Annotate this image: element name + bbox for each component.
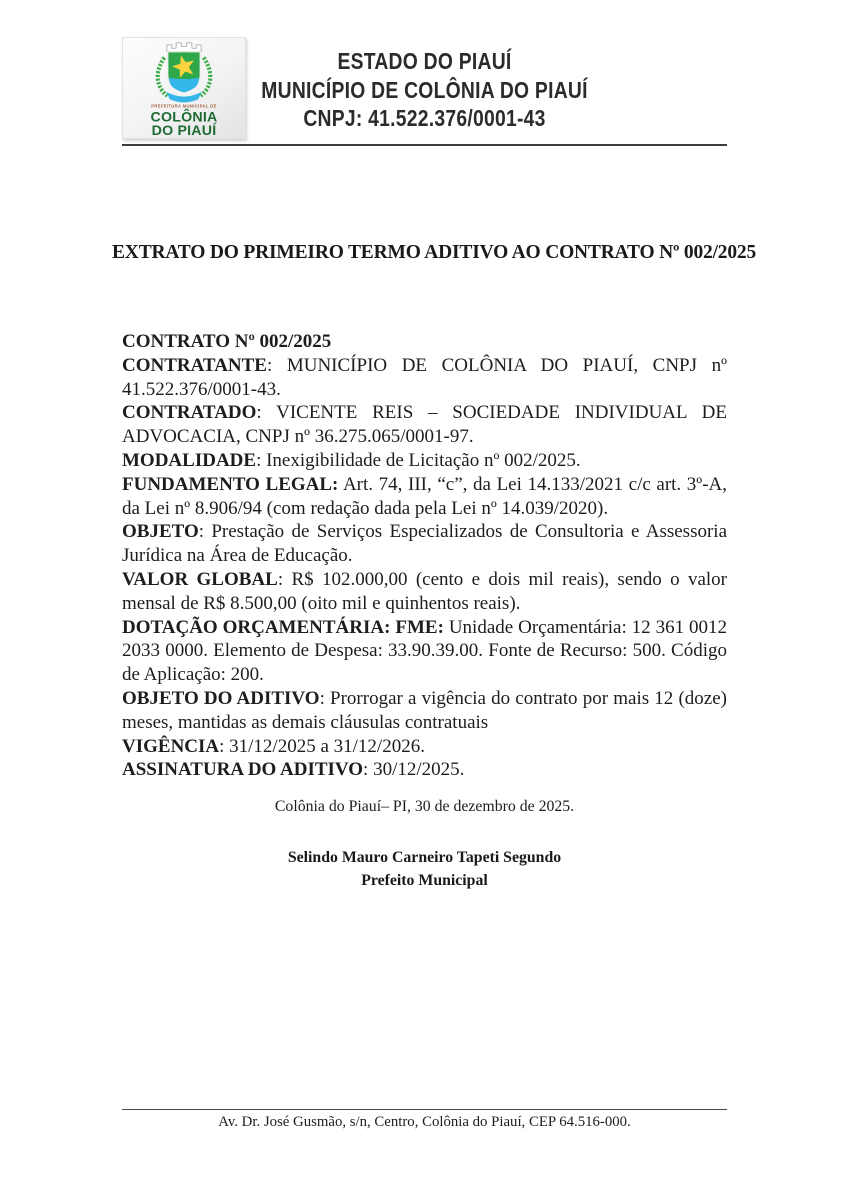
field-contratante [122,354,727,402]
field-label: FUNDAMENTO LEGAL: [122,473,339,495]
field-contract-number [122,330,727,354]
dateline: Colônia do Piauí– PI, 30 de dezembro de 2025. [274,798,575,815]
field-value: : R$ 102.000,00 (cento e dois mil reais), sendo o valor mensal de R$ 8.500,00 (oito mil e quinhentos reais). [122,568,727,614]
field-contratado [122,401,727,449]
field-modalidade [122,449,727,473]
header-municipality: MUNICÍPIO DE COLÔNIA DO PIAUÍ [261,76,588,103]
field-label: ASSINATURA DO ADITIVO [122,759,364,781]
contract-extract-body [122,330,727,782]
signature-name: Selindo Mauro Carneiro Tapeti Segundo [287,849,562,866]
field-value: : Prorrogar a vigência do contrato por mais 12 (doze) meses, mantidas as demais cláusulas contratuais [122,687,727,733]
field-value: : VICENTE REIS – SOCIEDADE INDIVIDUAL DE ADVOCACIA, CNPJ nº 36.275.065/0001-97. [122,402,727,448]
field-label: OBJETO [122,521,199,543]
field-value: : 30/12/2025. [363,759,465,781]
field-value: : MUNICÍPIO DE COLÔNIA DO PIAUÍ, CNPJ nº 41.522.376/0001-43. [122,354,727,400]
field-label: CONTRATADO [122,402,257,424]
logo-tiny-caption: PREFEITURA MUNICIPAL DE [151,103,217,109]
field-label: VIGÊNCIA [122,735,220,757]
field-label: CONTRATANTE [122,354,267,376]
document-header [170,47,678,133]
field-label: VALOR GLOBAL [122,568,278,590]
field-objeto-do-aditivo [122,687,727,735]
field-value: Art. 74, III, “c”, da Lei 14.133/2021 c/c art. 3º-A, da Lei nº 8.906/94 (com redação dada pela Lei nº 14.039/2020). [122,473,727,519]
footer-divider [122,1109,727,1110]
field-valor-global [122,568,727,616]
field-objeto [122,520,727,568]
header-divider [122,144,727,146]
logo-name-line2: DO PIAUÍ [151,123,217,138]
logo-name-line1: COLÔNIA [150,109,218,126]
footer-address: Av. Dr. José Gusmão, s/n, Centro, Colônia do Piauí, CEP 64.516-000. [218,1114,631,1130]
field-value: : Prestação de Serviços Especializados de Consultoria e Assessoria Jurídica na Área de Educação. [122,521,727,567]
field-label: CONTRATO Nº 002/2025 [122,331,332,352]
header-state: ESTADO DO PIAUÍ [337,48,512,74]
field-assinatura-do-aditivo [122,758,727,782]
signature-role: Prefeito Municipal [361,871,488,889]
field-fundamento-legal [122,473,727,521]
signature-block [122,847,727,892]
field-value: : 31/12/2025 a 31/12/2026. [219,735,425,757]
field-value: : Inexigibilidade de Licitação nº 002/2025. [256,449,581,471]
field-dotacao-orcamentaria [122,616,727,687]
field-label: OBJETO DO ADITIVO [122,687,320,709]
header-cnpj: CNPJ: 41.522.376/0001-43 [303,105,546,131]
field-label: DOTAÇÃO ORÇAMENTÁRIA: FME: [122,616,444,638]
page-title: EXTRATO DO PRIMEIRO TERMO ADITIVO AO CONTRATO Nº 002/2025 [112,242,757,263]
field-value: Unidade Orçamentária: 12 361 0012 2033 0000. Elemento de Despesa: 33.90.39.00. Fonte de Recurso: 500. Código de Aplicação: 200. [122,616,727,686]
branch-left-icon [158,58,168,96]
field-label: MODALIDADE [122,449,257,471]
field-vigencia [122,735,727,759]
